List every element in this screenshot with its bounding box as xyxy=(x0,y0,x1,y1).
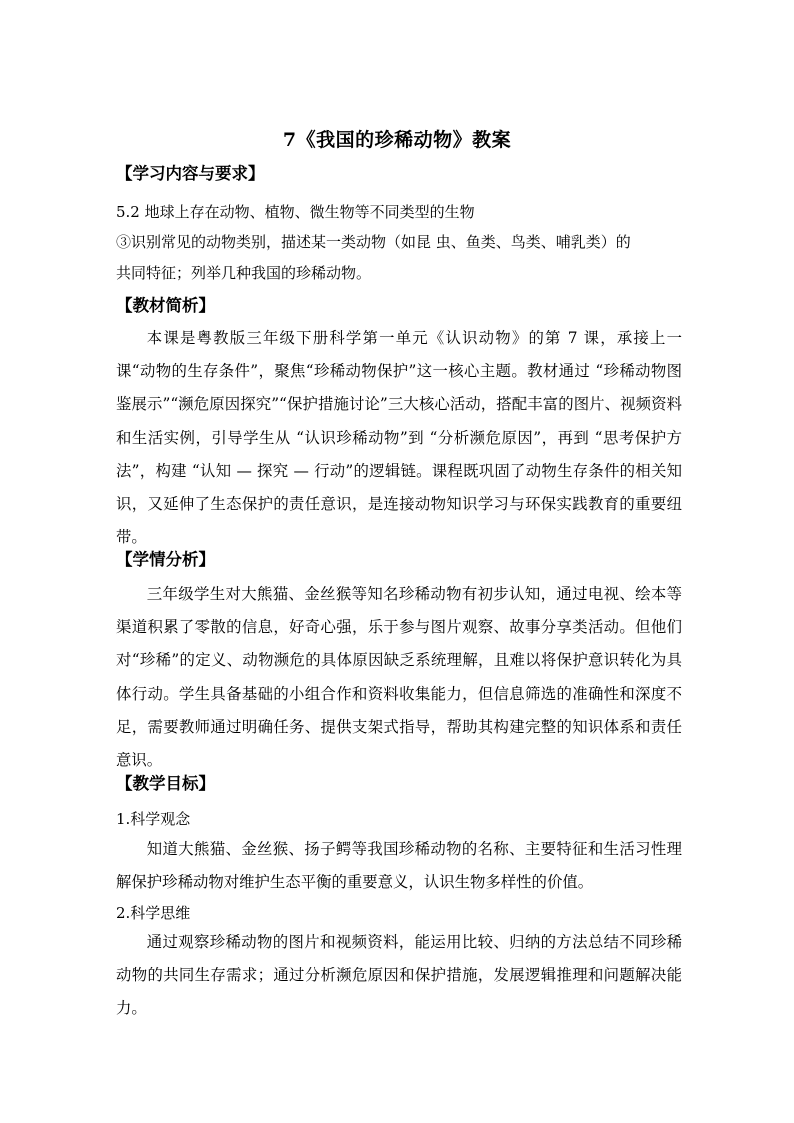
section-heading-students: 【学情分析】 xyxy=(116,550,215,569)
goal-item-label-2: 2.科学思维 xyxy=(116,904,191,922)
section-heading-learning: 【学习内容与要求】 xyxy=(116,164,265,183)
learning-requirement-line: ③识别常见的动物类别，描述某一类动物（如昆 虫、鱼类、鸟类、哺乳类）的 xyxy=(116,233,631,251)
section-heading-textbook: 【教材简析】 xyxy=(116,296,215,315)
document-title: 7《我国的珍稀动物》教案 xyxy=(282,129,512,151)
goal-item-text-1: 知道大熊猫、金丝猴、扬子鳄等我国珍稀动物的名称、主要特征和生活习性理解保护珍稀动物对维护生态平衡的重要意义，认识生物多样性的价值。 xyxy=(116,840,682,892)
goal-item-text-2: 通过观察珍稀动物的图片和视频资料，能运用比较、归纳的方法总结不同珍稀动物的共同生存需求；通过分析濒危原因和保护措施，发展逻辑推理和问题解决能力。 xyxy=(116,933,682,1018)
learning-standard-line: 5.2 地球上存在动物、植物、微生物等不同类型的生物 xyxy=(116,203,475,221)
textbook-analysis-paragraph: 本课是粤教版三年级下册科学第一单元《认识动物》的第 7 课，承接上一课“动物的生存条件”，聚焦“珍稀动物保护”这一核心主题。教材通过 “珍稀动物图鉴展示”“濒危原因探究”“保护措施讨论”三大核心活动，搭配丰富的图片、视频资料和生活实例，引导学生从 “认识珍稀动物”到 “分析濒危原因”，再到 “思考保护方法”，构建 “认知 — 探究 — 行动”的逻辑链。课程既巩固了动物生存条件的相关知识，又延伸了生态保护的责任意识，是连接动物知识学习与环保实践教育的重要纽带。 xyxy=(116,329,682,547)
goal-item-label-1: 1.科学观念 xyxy=(116,810,191,828)
student-analysis-paragraph: 三年级学生对大熊猫、金丝猴等知名珍稀动物有初步认知，通过电视、绘本等渠道积累了零散的信息，好奇心强，乐于参与图片观察、故事分享类活动。但他们对“珍稀”的定义、动物濒危的具体原因缺乏系统理解，且难以将保护意识转化为具体行动。学生具备基础的小组合作和资料收集能力，但信息筛选的准确性和深度不足，需要教师通过明确任务、提供支架式指导，帮助其构建完整的知识体系和责任意识。 xyxy=(116,585,682,770)
section-heading-goals: 【教学目标】 xyxy=(116,774,215,793)
learning-requirement-line-2: 共同特征；列举几种我国的珍稀动物。 xyxy=(116,264,372,282)
